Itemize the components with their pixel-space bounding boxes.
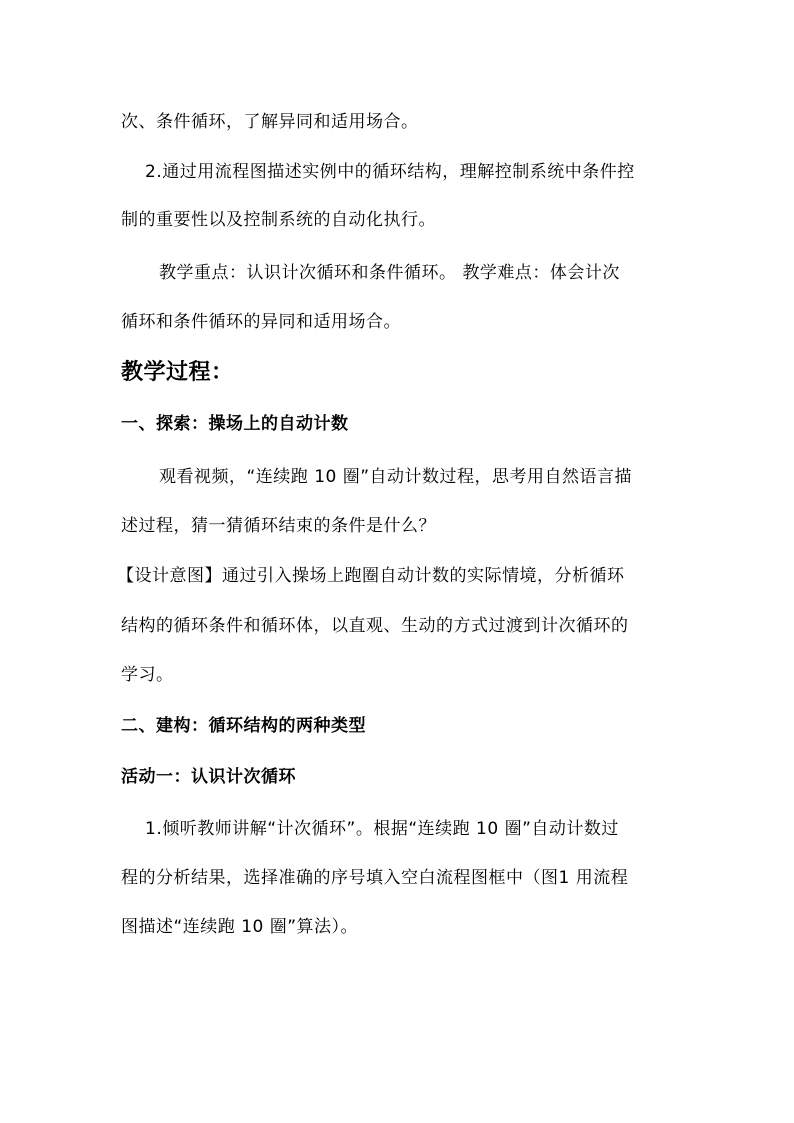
- design-intent-line: 【设计意图】通过引入操场上跑圈自动计数的实际情境，分析循环: [117, 566, 625, 586]
- activity-line: 1.倾听教师讲解“计次循环”。根据“连续跑 10 圈”自动计数过: [145, 819, 619, 839]
- key-points-line: 教学重点：认识计次循环和条件循环。 教学难点：体会计次: [159, 263, 620, 283]
- design-intent-line: 结构的循环条件和循环体，以直观、生动的方式过渡到计次循环的: [121, 616, 629, 636]
- paragraph-line: 观看视频，“连续跑 10 圈”自动计数过程，思考用自然语言描: [159, 467, 633, 487]
- paragraph-line: 述过程，猜一猜循环结束的条件是什么？: [121, 516, 436, 536]
- design-intent-line: 学习。: [121, 665, 174, 685]
- activity-heading: 活动一：认识计次循环: [121, 767, 296, 787]
- objective-line: 次、条件循环，了解异同和适用场合。: [121, 112, 419, 132]
- activity-line: 程的分析结果，选择准确的序号填入空白流程图框中（图1 用流程: [121, 868, 629, 888]
- objective-line: 制的重要性以及控制系统的自动化执行。: [121, 210, 436, 230]
- section-title: 教学过程：: [121, 360, 234, 385]
- objective-line: 2.通过用流程图描述实例中的循环结构，理解控制系统中条件控: [145, 162, 635, 182]
- part2-heading: 二、建构：循环结构的两种类型: [121, 716, 366, 736]
- key-points-line: 循环和条件循环的异同和适用场合。: [121, 312, 401, 332]
- activity-line: 图描述“连续跑 10 圈”算法）。: [121, 917, 359, 937]
- part1-heading: 一、探索：操场上的自动计数: [121, 414, 349, 434]
